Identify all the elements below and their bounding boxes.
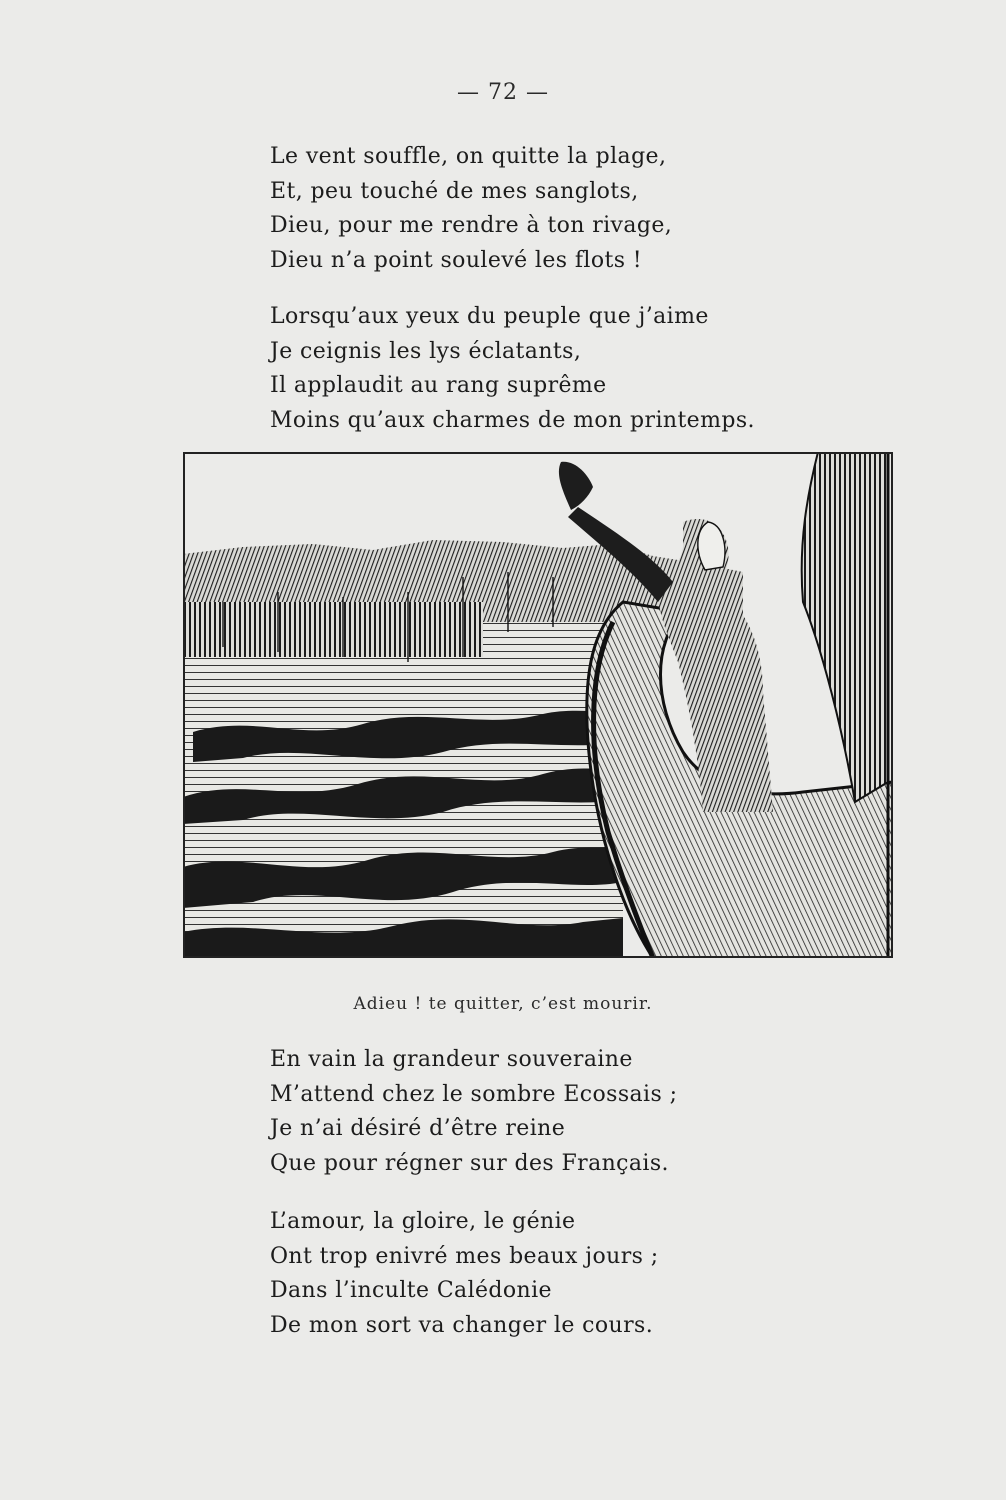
verse-line: Le vent souffle, on quitte la plage, — [270, 144, 667, 169]
verse-line: Lorsqu’aux yeux du peuple que j’aime — [270, 304, 709, 329]
verse-line: Je n’ai désiré d’être reine — [270, 1116, 566, 1141]
verse-line: Dieu n’a point soulevé les flots ! — [270, 247, 643, 273]
verse-line: Il applaudit au rang suprême — [270, 373, 607, 398]
page-number: — 72 — — [457, 80, 549, 105]
verse-line: Ont trop enivré mes beaux jours ; — [270, 1243, 659, 1269]
verse-line: M’attend chez le sombre Ecossais ; — [270, 1081, 678, 1107]
harbour-town — [183, 602, 483, 657]
engraving-illustration — [183, 452, 893, 958]
verse-line: Et, peu touché de mes sanglots, — [270, 178, 639, 204]
verse-line: Que pour régner sur des Français. — [270, 1150, 669, 1176]
illustration-caption: Adieu ! te quitter, c’est mourir. — [353, 994, 653, 1014]
verse-line: De mon sort va changer le cours. — [270, 1312, 654, 1338]
stanza-4 — [270, 1205, 890, 1343]
stanza-2 — [270, 300, 890, 438]
verse-line: Dieu, pour me rendre à ton rivage, — [270, 213, 673, 238]
stanza-1 — [270, 140, 890, 278]
verse-line: En vain la grandeur souveraine — [270, 1047, 633, 1072]
verse-line: Moins qu’aux charmes de mon printemps. — [270, 407, 755, 433]
verse-line: L’amour, la gloire, le génie — [270, 1209, 576, 1234]
verse-line: Dans l’inculte Calédonie — [270, 1278, 552, 1303]
stanza-3 — [270, 1043, 890, 1181]
verse-line: Je ceignis les lys éclatants, — [270, 338, 582, 364]
